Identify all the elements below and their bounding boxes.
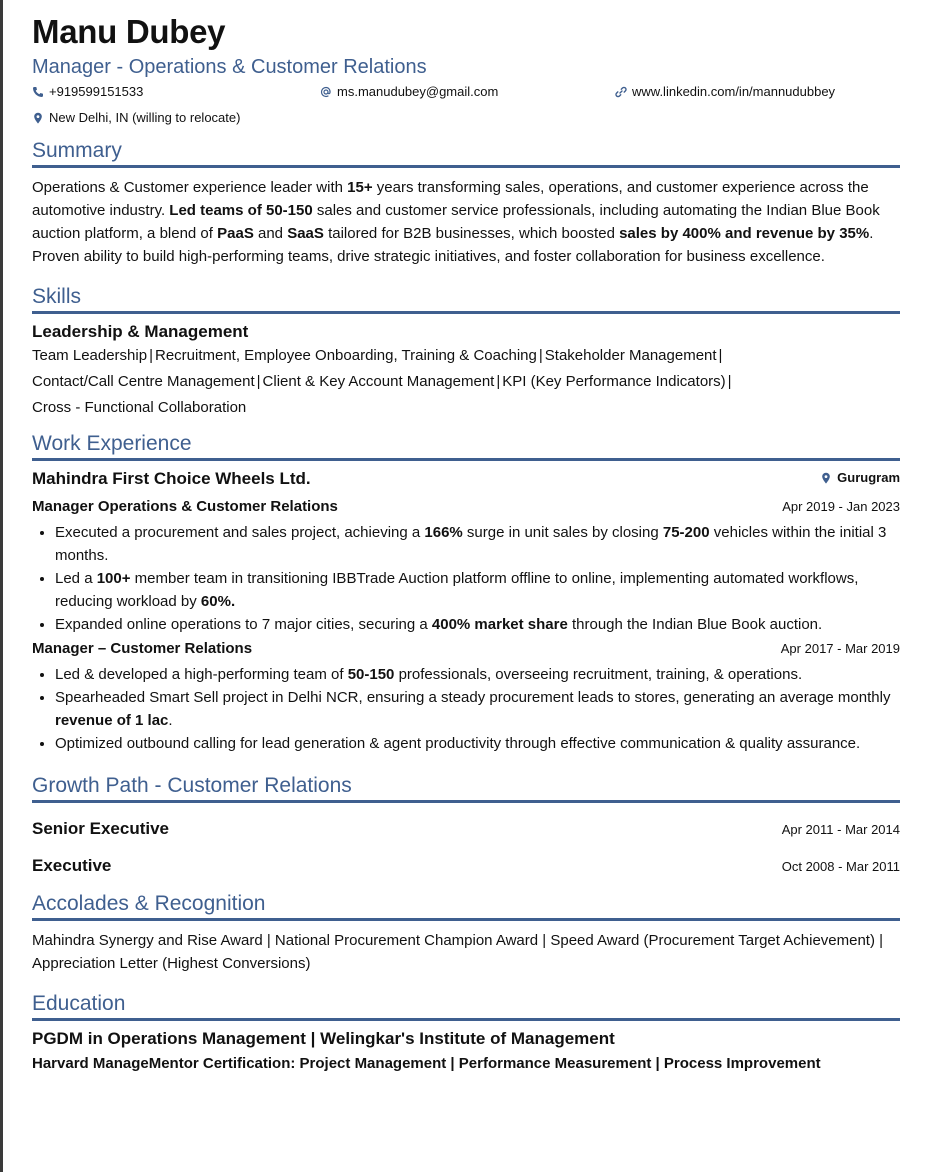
- bullet-text: member team in transitioning IBBTrade Auction platform offline to online, implementing automated workflows, reducing workload by: [55, 570, 859, 610]
- bullet-text: Executed a procurement and sales project, achieving a: [55, 524, 425, 541]
- role-title: Manager – Customer Relations: [32, 640, 253, 657]
- skills-line-1: [32, 343, 900, 369]
- skill-item: Contact/Call Centre Management: [32, 373, 255, 390]
- bullet-text: Spearheaded Smart Sell project in Delhi NCR, ensuring a steady procurement leads to stores, generating an average monthly: [55, 689, 891, 706]
- bullet-highlight: 75-200: [662, 524, 710, 541]
- email-link[interactable]: ms.manudubey@gmail.com: [337, 84, 499, 99]
- bullet-item: [55, 663, 900, 686]
- skill-separator: |: [149, 347, 153, 364]
- summary-text-part: tailored for B2B businesses, which boosted: [323, 225, 620, 242]
- role-1-bullets: [32, 521, 900, 636]
- resume-page: [32, 12, 900, 1075]
- bullet-text: surge in unit sales by closing: [462, 524, 663, 541]
- phone-icon: [32, 86, 44, 98]
- skill-item: Stakeholder Management: [544, 347, 717, 364]
- growth-dates: Apr 2011 - Mar 2014: [781, 822, 900, 837]
- phone-number: +919599151533: [49, 84, 144, 99]
- contact-row: [32, 83, 900, 101]
- growth-dates: Oct 2008 - Mar 2011: [781, 859, 900, 874]
- summary-heading: Summary: [32, 138, 900, 168]
- education-degree: PGDM in Operations Management | Welingkar's Institute of Management: [32, 1029, 615, 1048]
- education-certification: Harvard ManageMentor Certification: Project Management | Performance Measurement | Process Improvement: [32, 1055, 821, 1072]
- summary-highlight: SaaS: [287, 225, 324, 242]
- experience-section: [32, 431, 900, 755]
- candidate-title: Manager - Operations & Customer Relations: [32, 56, 427, 78]
- location-row: [32, 109, 900, 127]
- growth-section: [32, 773, 900, 879]
- summary-highlight: PaaS: [217, 225, 254, 242]
- bullet-text: vehicles within the initial 3 months.: [55, 524, 887, 564]
- bullet-item: [55, 613, 900, 636]
- bullet-highlight: 50-150: [347, 666, 395, 683]
- skill-separator: |: [727, 373, 732, 390]
- role-row-2: [32, 639, 900, 659]
- role-2-bullets: [32, 663, 900, 755]
- bullet-highlight: 166%: [424, 524, 463, 541]
- accolades-text: Mahindra Synergy and Rise Award | National Procurement Champion Award | Speed Award (Procurement Target Achievement) | Appreciation Letter (Highest Conversions): [32, 932, 884, 972]
- summary-highlight: sales by 400% and revenue by 35%: [619, 225, 870, 242]
- linkedin-contact: [615, 83, 835, 101]
- bullet-text: Optimized outbound calling for lead generation & agent productivity through effective communication & quality assurance.: [55, 735, 861, 752]
- skill-item: Client & Key Account Management: [262, 373, 495, 390]
- linkedin-link[interactable]: www.linkedin.com/in/mannudubbey: [632, 84, 836, 99]
- bullet-text: Led a: [55, 570, 97, 587]
- experience-heading: Work Experience: [32, 431, 900, 461]
- skill-separator: |: [256, 373, 261, 390]
- skill-item: Recruitment, Employee Onboarding, Training & Coaching: [154, 347, 537, 364]
- accolades-heading: Accolades & Recognition: [32, 891, 900, 921]
- skill-item: KPI (Key Performance Indicators): [502, 373, 726, 390]
- role-title: Manager Operations & Customer Relations: [32, 498, 338, 515]
- skill-item: Team Leadership: [32, 347, 148, 364]
- candidate-name: Manu Dubey: [32, 13, 226, 50]
- map-pin-icon: [820, 472, 832, 484]
- bullet-highlight: 100+: [96, 570, 131, 587]
- company-name: Mahindra First Choice Wheels Ltd.: [32, 469, 311, 488]
- growth-heading: Growth Path - Customer Relations: [32, 773, 900, 803]
- bullet-highlight: revenue of 1 lac: [55, 712, 169, 729]
- skills-heading: Skills: [32, 284, 900, 314]
- summary-text-part: sales and customer service professionals, including automating the Indian Blue Book auction platform, a blend of: [32, 202, 880, 242]
- bullet-item: [55, 521, 900, 567]
- accolades-section: [32, 891, 900, 975]
- bullet-highlight: 60%.: [200, 593, 236, 610]
- education-section: [32, 991, 900, 1075]
- summary-text-part: and: [253, 225, 288, 242]
- growth-title: Executive: [32, 856, 112, 875]
- at-icon: [320, 86, 332, 98]
- skill-separator: |: [496, 373, 501, 390]
- summary-text: [32, 176, 900, 268]
- growth-title: Senior Executive: [32, 819, 170, 838]
- summary-text-part: Operations & Customer experience leader with: [32, 179, 348, 196]
- role-dates: Apr 2017 - Mar 2019: [780, 641, 900, 656]
- skill-separator: |: [718, 347, 723, 364]
- skill-separator: |: [538, 347, 543, 364]
- bullet-item: [55, 567, 900, 613]
- phone-contact: [32, 83, 320, 101]
- summary-section: [32, 138, 900, 268]
- growth-item: [32, 817, 900, 842]
- skills-section: [32, 284, 900, 421]
- growth-item: [32, 854, 900, 879]
- bullet-text: Expanded online operations to 7 major cities, securing a: [55, 616, 432, 633]
- skills-line-3: Cross - Functional Collaboration: [32, 399, 247, 416]
- skills-category: Leadership & Management: [32, 322, 249, 341]
- bullet-item: [55, 732, 900, 755]
- bullet-text: professionals, overseeing recruitment, training, & operations.: [394, 666, 803, 683]
- company-location: [820, 466, 900, 490]
- map-pin-icon: [32, 112, 44, 124]
- bullet-text: through the Indian Blue Book auction.: [567, 616, 823, 633]
- summary-highlight: Led teams of 50-150: [169, 202, 313, 219]
- bullet-text: .: [168, 712, 173, 729]
- bullet-item: [55, 686, 900, 732]
- skills-line-2: [32, 369, 900, 395]
- education-heading: Education: [32, 991, 900, 1021]
- bullet-text: Led & developed a high-performing team of: [55, 666, 348, 683]
- location-text: New Delhi, IN (willing to relocate): [49, 110, 241, 125]
- company-row: [32, 466, 900, 491]
- summary-text-part: years transforming sales, operations, and customer experience across the automotive industry.: [32, 179, 869, 219]
- left-border: [0, 0, 3, 1172]
- summary-highlight: 15+: [347, 179, 373, 196]
- summary-text-part: . Proven ability to build high-performing teams, drive strategic initiatives, and foster collaboration for business excellence.: [32, 225, 874, 265]
- company-location-text: Gurugram: [837, 470, 900, 485]
- bullet-highlight: 400% market share: [431, 616, 568, 633]
- link-icon: [615, 86, 627, 98]
- role-dates: Apr 2019 - Jan 2023: [782, 499, 900, 514]
- role-row-1: [32, 497, 900, 517]
- email-contact: [320, 83, 615, 101]
